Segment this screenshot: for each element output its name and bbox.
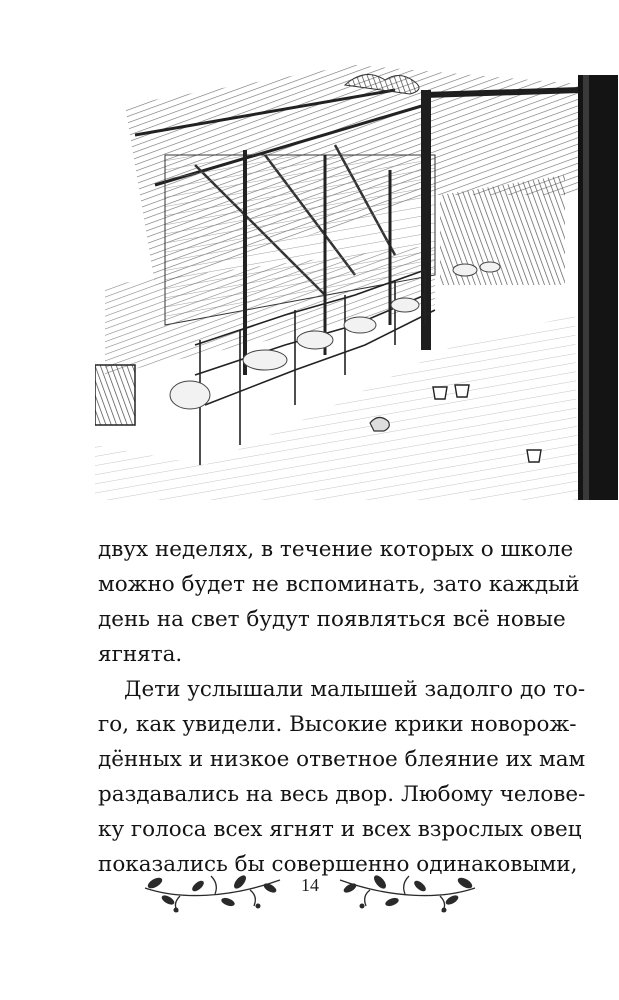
text-line: ягнята. xyxy=(98,642,183,667)
text-line: показались бы совершенно одинаковыми, xyxy=(98,852,578,877)
text-line: можно будет не вспоминать, зато каждый xyxy=(98,572,580,597)
text-line: ку голоса всех ягнят и всех взрослых овец xyxy=(98,817,582,842)
text-line: двух неделях, в течение которых о школе xyxy=(98,537,574,562)
paragraph-1 xyxy=(98,532,580,672)
text-line: Дети услышали малышей задолго до то- xyxy=(124,677,586,702)
page-number: 14 xyxy=(301,875,319,895)
text-line: го, как увидели. Высокие крики новорож- xyxy=(98,712,577,737)
barn-illustration xyxy=(95,45,618,500)
text-line: день на свет будут появляться всё новые xyxy=(98,607,566,632)
text-line: дённых и низкое ответное блеяние их мам xyxy=(98,747,586,772)
text-line: раздавались на весь двор. Любому челове- xyxy=(98,782,586,807)
body-text xyxy=(98,532,586,882)
paragraph-2 xyxy=(98,672,586,882)
